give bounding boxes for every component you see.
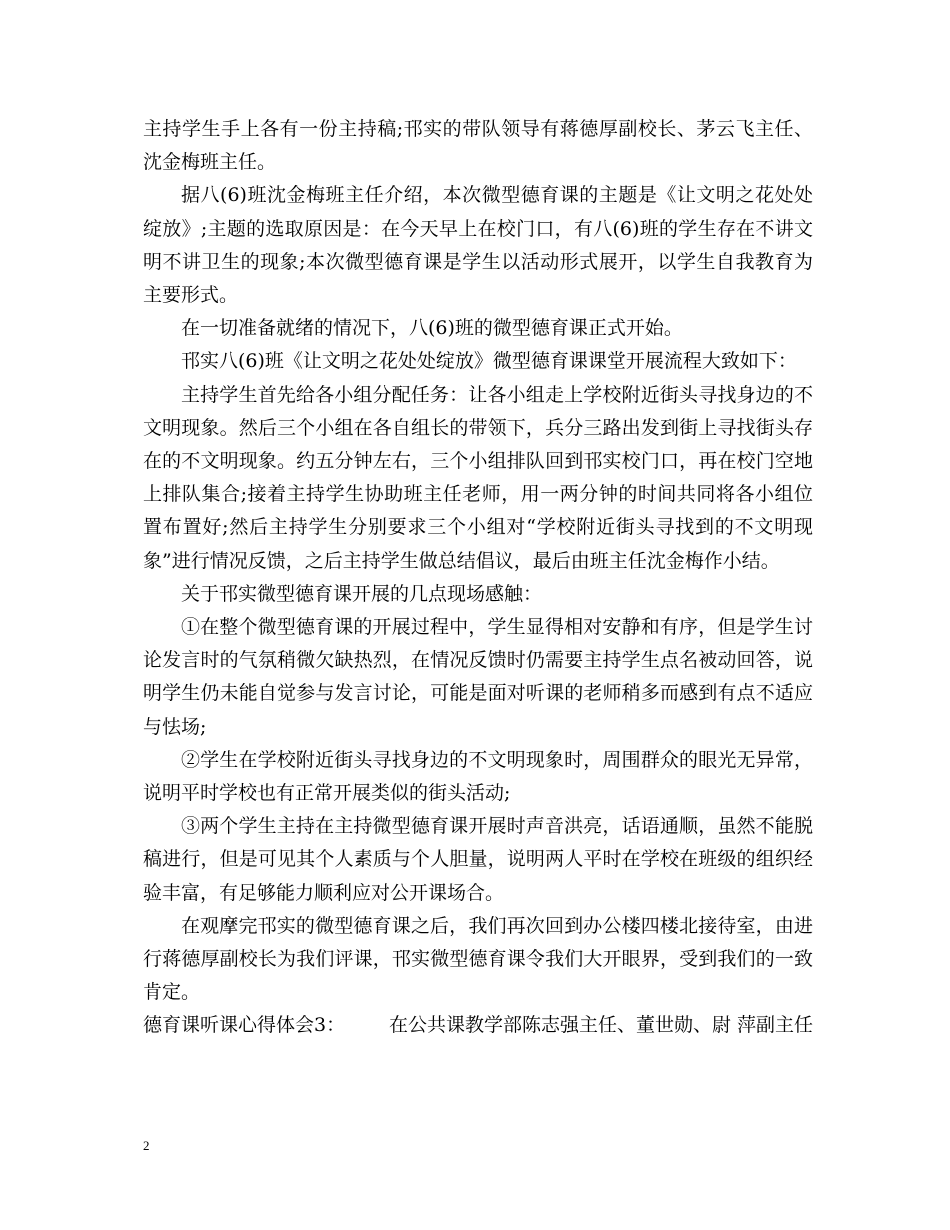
paragraph-5: 主持学生首先给各小组分配任务：让各小组走上学校附近街头寻找身边的不文明现象。然后三个小组在各自组长的带领下，兵分三路出发到街上寻找街头存在的不文明现象。约五分钟左右，三个小组排队回到邗实校门口，再在校门空地上排队集合;接着主持学生协助班主任老师，用一两分钟的时间共同将各小组位置布置好;然后主持学生分别要求三个小组对“学校附近街头寻找到的不文明现象”进行情况反馈，之后主持学生做总结倡议，最后由班主任沈金梅作小结。 (143, 383, 813, 572)
section-heading-line (143, 1009, 813, 1042)
paragraph-1: 主持学生手上各有一份主持稿;邗实的带队领导有蒋德厚副校长、茅云飞主任、沈金梅班主任。 (143, 118, 813, 174)
page-number: 2 (143, 1138, 150, 1153)
document-body (143, 113, 813, 1043)
paragraph-7: ①在整个微型德育课的开展过程中，学生显得相对安静和有序，但是学生讨论发言时的气氛稍微欠缺热烈，在情况反馈时仍需要主持学生点名被动回答，说明学生仍未能自觉参与发言讨论，可能是面对听课的老师稍多而感到有点不适应与怯场; (143, 616, 813, 738)
paragraph-8: ②学生在学校附近街头寻找身边的不文明现象时，周围群众的眼光无异常，说明平时学校也有正常开展类似的街头活动; (143, 748, 813, 805)
section-heading: 德育课听课心得体会3： (143, 1014, 346, 1037)
paragraph-2: 据八(6)班沈金梅班主任介绍，本次微型德育课的主题是《让文明之花处处绽放》;主题的选取原因是：在今天早上在校门口，有八(6)班的学生存在不讲文明不讲卫生的现象;本次微型德育课是学生以活动形式展开，以学生自我教育为主要形式。 (143, 184, 813, 307)
paragraph-6: 关于邗实微型德育课开展的几点现场感触： (181, 582, 543, 605)
paragraph-3: 在一切准备就绪的情况下，八(6)班的微型德育课正式开始。 (181, 317, 683, 340)
paragraph-4: 邗实八(6)班《让文明之花处处绽放》微型德育课课堂开展流程大致如下： (181, 350, 797, 373)
paragraph-9: ③两个学生主持在主持微型德育课开展时声音洪亮，话语通顺，虽然不能脱稿进行，但是可见其个人素质与个人胆量，说明两人平时在学校在班级的组织经验丰富，有足够能力顺利应对公开课场合。 (143, 815, 813, 904)
paragraph-10: 在观摩完邗实的微型德育课之后，我们再次回到办公楼四楼北接待室，由进行蒋德厚副校长为我们评课，邗实微型德育课令我们大开眼界，受到我们的一致肯定。 (143, 914, 813, 1004)
section-heading-text: 在公共课教学部陈志强主任、董世勋、尉 萍副主任 (388, 1014, 813, 1037)
